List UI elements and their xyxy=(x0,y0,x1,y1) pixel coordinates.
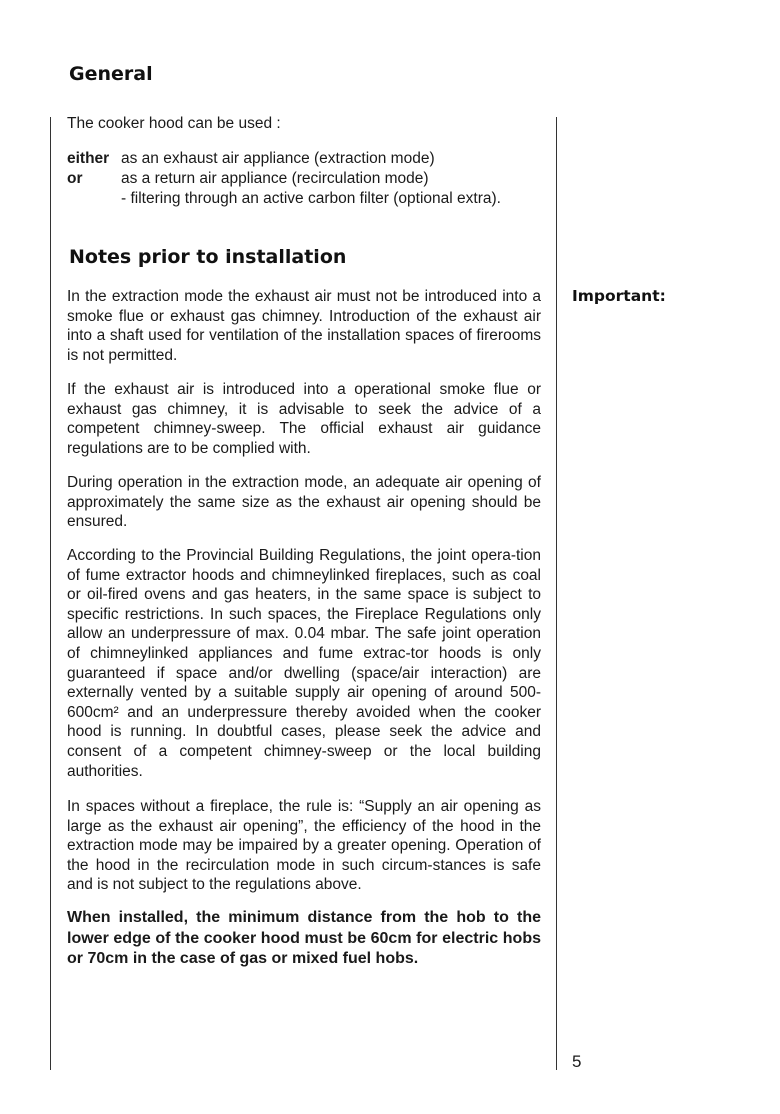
page-number: 5 xyxy=(572,1052,582,1071)
paragraph: If the exhaust air is introduced into a operational smoke flue or exhaust gas chimney, it is advisable to seek the advice of a competent chimney-sweep. The official exhaust air guidance regulations are to be complied with. xyxy=(67,381,541,457)
either-label: either xyxy=(67,150,110,167)
either-text: as an exhaust air appliance (extraction mode) xyxy=(121,150,435,167)
or-text: as a return air appliance (recirculation mode) xyxy=(121,170,429,187)
mode-either-row xyxy=(67,149,435,169)
paragraph: During operation in the extraction mode, an adequate air opening of approximately the same size as the exhaust air opening should be ensured. xyxy=(67,474,541,531)
filter-note: - filtering through an active carbon filter (optional extra). xyxy=(121,190,501,207)
installation-distance-note: When installed, the minimum distance from the hob to the lower edge of the cooker hood must be 60cm for electric hobs or 70cm in the case of gas or mixed fuel hobs. xyxy=(67,909,541,967)
paragraph: In the extraction mode the exhaust air must not be introduced into a smoke flue or exhaust gas chimney. Introduction of the exhaust air into a shaft used for ventilation of the installation spaces of firerooms is not permitted. xyxy=(67,288,541,364)
mode-or-row xyxy=(67,169,429,189)
paragraph: According to the Provincial Building Regulations, the joint opera-tion of fume extractor hoods and chimneylinked fireplaces, such as coal or oil-fired ovens and gas heaters, in the same space is subject to specific restrictions. In such spaces, the Fireplace Regulations only allow an underpressure of max. 0.04 mbar. The safe joint operation of chimneylinked appliances and fume extrac-tor hoods is only guaranteed if space and/or dwelling (space/air interaction) are externally vented by a suitable supply air opening of around 500-600cm² and an underpressure thereby avoided when the cooker hood is running. In doubtful cases, please seek the advice and consent of a competent chimney-sweep or the local building authorities. xyxy=(67,547,541,780)
paragraph: In spaces without a fireplace, the rule is: “Supply an air opening as large as the exhaust air opening”, the efficiency of the hood in the extraction mode may be impaired by a greater opening. Operation of the hood in the recirculation mode in such circum-stances is safe and is not subject to the regulations above. xyxy=(67,798,541,894)
intro-text: The cooker hood can be used : xyxy=(67,115,281,132)
section-title-notes: Notes prior to installation xyxy=(69,246,347,268)
important-margin-label: Important: xyxy=(572,287,666,305)
left-margin-rule xyxy=(50,117,51,1070)
section-title-general: General xyxy=(69,63,153,85)
right-margin-rule xyxy=(556,117,557,1070)
or-label: or xyxy=(67,170,83,187)
